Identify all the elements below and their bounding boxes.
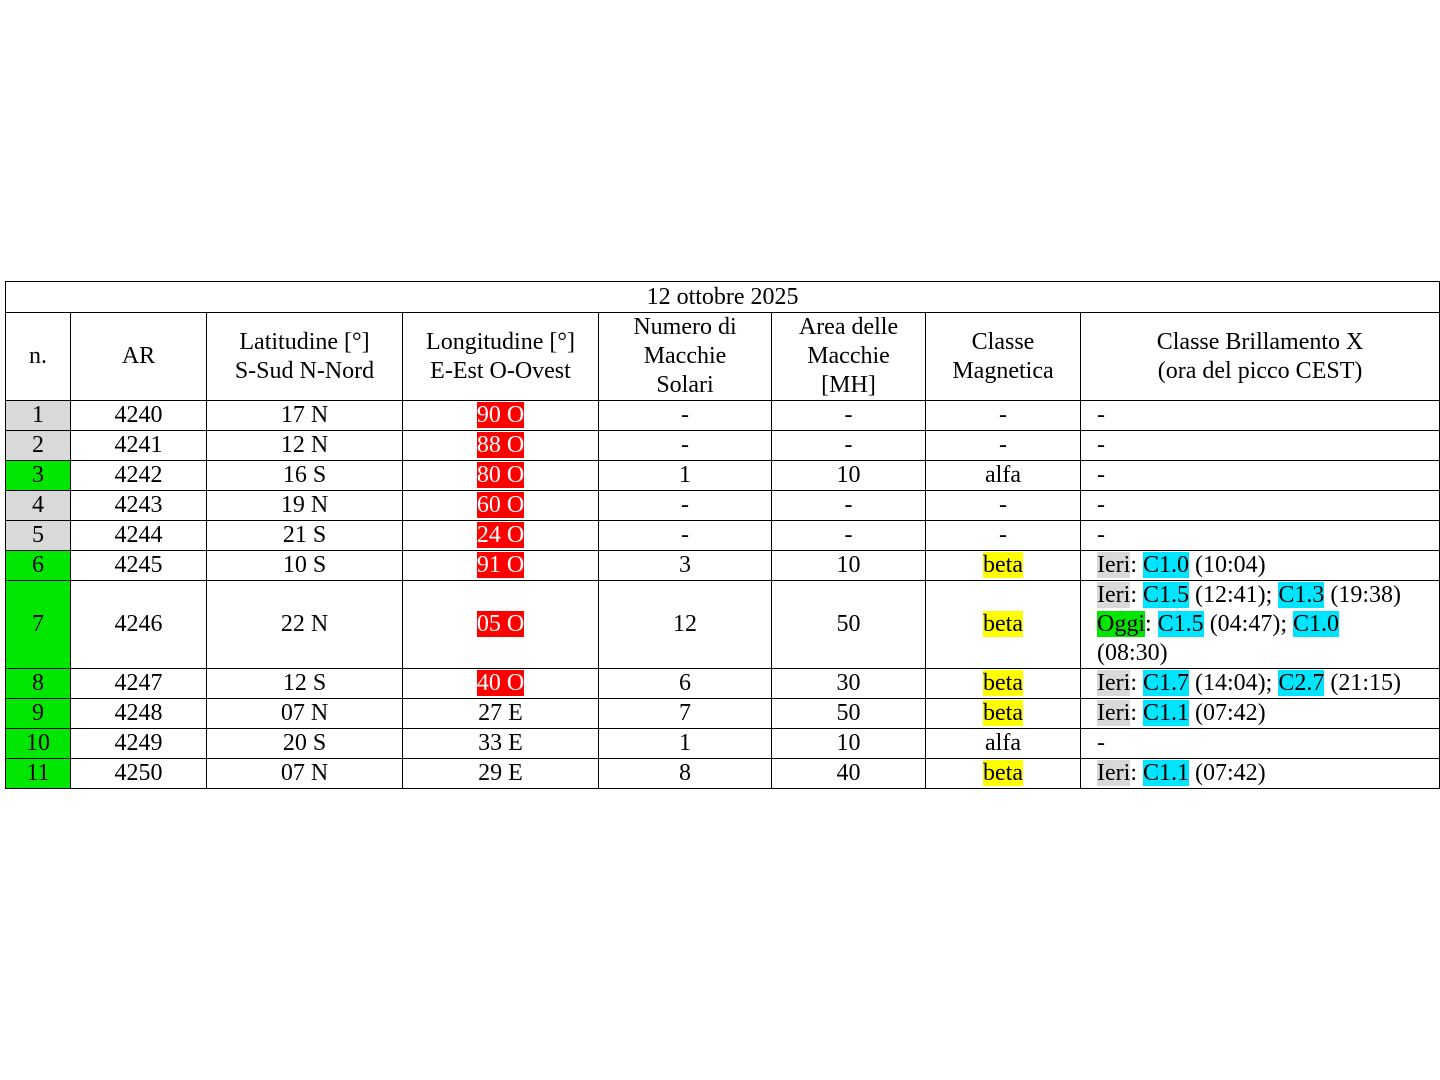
table-row [6, 521, 1440, 551]
latitude-value: 12 S [207, 669, 403, 699]
flare-text: : [1145, 611, 1158, 637]
flare-day-tag: Ieri [1097, 582, 1131, 608]
row-number: 4 [6, 491, 71, 521]
active-region-id: 4242 [71, 461, 207, 491]
longitude-cell [403, 581, 599, 669]
header-longitude: Longitudine [°] E-Est O-Ovest [403, 313, 599, 401]
magnetic-class-value: - [999, 432, 1007, 458]
flare-text: (04:47); [1203, 611, 1294, 637]
longitude-value: 29 E [478, 760, 523, 786]
flare-class-tag: C1.0 [1142, 552, 1189, 578]
flare-class-tag: C2.7 [1278, 670, 1325, 696]
longitude-cell [403, 491, 599, 521]
magnetic-class-value: - [999, 492, 1007, 518]
active-region-id: 4248 [71, 699, 207, 729]
sunspot-count: 12 [599, 581, 772, 669]
active-region-id: 4250 [71, 759, 207, 789]
sunspot-count: 3 [599, 551, 772, 581]
row-number: 10 [6, 729, 71, 759]
flare-class-cell [1081, 551, 1440, 581]
sunspot-area: - [772, 491, 926, 521]
solar-regions-table [5, 281, 1440, 789]
sunspot-count: 8 [599, 759, 772, 789]
longitude-value: 90 O [476, 402, 525, 428]
magnetic-class-cell [926, 699, 1081, 729]
flare-class-cell [1081, 699, 1440, 729]
flare-text: (07:42) [1189, 700, 1266, 726]
row-number: 1 [6, 401, 71, 431]
row-number: 11 [6, 759, 71, 789]
magnetic-class-value: - [999, 522, 1007, 548]
flare-day-tag: Oggi [1097, 611, 1145, 637]
latitude-value: 07 N [207, 759, 403, 789]
row-number: 7 [6, 581, 71, 669]
flare-text: - [1097, 462, 1105, 488]
active-region-id: 4249 [71, 729, 207, 759]
flare-text: (08:30) [1097, 640, 1168, 666]
flare-class-cell [1081, 581, 1440, 669]
sunspot-count: 7 [599, 699, 772, 729]
flare-class-tag: C1.3 [1278, 582, 1325, 608]
flare-text: (21:15) [1324, 670, 1401, 696]
table-row [6, 729, 1440, 759]
longitude-value: 91 O [476, 552, 525, 578]
table-row [6, 491, 1440, 521]
flare-class-cell [1081, 431, 1440, 461]
flare-text: (19:38) [1324, 582, 1401, 608]
magnetic-class-cell [926, 581, 1081, 669]
sunspot-area: 30 [772, 669, 926, 699]
magnetic-class-value: beta [983, 552, 1023, 578]
longitude-value: 60 O [476, 492, 525, 518]
sunspot-count: 6 [599, 669, 772, 699]
flare-text: : [1130, 670, 1143, 696]
active-region-id: 4245 [71, 551, 207, 581]
magnetic-class-cell [926, 401, 1081, 431]
longitude-value: 40 O [476, 670, 525, 696]
latitude-value: 16 S [207, 461, 403, 491]
latitude-value: 19 N [207, 491, 403, 521]
flare-class-tag: C1.7 [1142, 670, 1189, 696]
table-row [6, 431, 1440, 461]
flare-class-cell [1081, 521, 1440, 551]
flare-class-cell [1081, 491, 1440, 521]
latitude-value: 20 S [207, 729, 403, 759]
active-region-id: 4243 [71, 491, 207, 521]
longitude-cell [403, 729, 599, 759]
flare-text: : [1130, 760, 1143, 786]
solar-regions-table-wrap [5, 281, 1439, 789]
longitude-cell [403, 551, 599, 581]
flare-text: - [1097, 402, 1105, 428]
table-title: 12 ottobre 2025 [6, 282, 1440, 313]
magnetic-class-cell [926, 551, 1081, 581]
row-number: 6 [6, 551, 71, 581]
sunspot-count: - [599, 431, 772, 461]
longitude-cell [403, 521, 599, 551]
sunspot-area: - [772, 521, 926, 551]
flare-class-cell [1081, 729, 1440, 759]
sunspot-area: 10 [772, 461, 926, 491]
row-number: 9 [6, 699, 71, 729]
header-magnetic-class: Classe Magnetica [926, 313, 1081, 401]
active-region-id: 4240 [71, 401, 207, 431]
sunspot-area: - [772, 401, 926, 431]
magnetic-class-value: alfa [985, 462, 1021, 488]
magnetic-class-cell [926, 759, 1081, 789]
latitude-value: 12 N [207, 431, 403, 461]
magnetic-class-value: beta [983, 760, 1023, 786]
longitude-cell [403, 669, 599, 699]
flare-text: : [1130, 552, 1143, 578]
flare-class-tag: C1.5 [1157, 611, 1204, 637]
sunspot-count: - [599, 491, 772, 521]
longitude-cell [403, 431, 599, 461]
table-row [6, 461, 1440, 491]
magnetic-class-value: - [999, 402, 1007, 428]
latitude-value: 10 S [207, 551, 403, 581]
latitude-value: 21 S [207, 521, 403, 551]
longitude-cell [403, 759, 599, 789]
magnetic-class-cell [926, 521, 1081, 551]
header-n: n. [6, 313, 71, 401]
flare-text: - [1097, 492, 1105, 518]
flare-class-tag: C1.1 [1142, 700, 1189, 726]
magnetic-class-value: beta [983, 611, 1023, 637]
latitude-value: 22 N [207, 581, 403, 669]
table-row [6, 699, 1440, 729]
header-latitude: Latitudine [°] S-Sud N-Nord [207, 313, 403, 401]
flare-text: (07:42) [1189, 760, 1266, 786]
flare-text: - [1097, 730, 1105, 756]
header-flare-class: Classe Brillamento X (ora del picco CEST) [1081, 313, 1440, 401]
longitude-cell [403, 401, 599, 431]
row-number: 5 [6, 521, 71, 551]
sunspot-area: 50 [772, 699, 926, 729]
header-sunspot-area: Area delle Macchie [MH] [772, 313, 926, 401]
magnetic-class-cell [926, 461, 1081, 491]
flare-text: - [1097, 522, 1105, 548]
magnetic-class-cell [926, 491, 1081, 521]
flare-class-cell [1081, 669, 1440, 699]
table-row [6, 581, 1440, 669]
longitude-cell [403, 461, 599, 491]
header-row [6, 313, 1440, 401]
magnetic-class-value: alfa [985, 730, 1021, 756]
magnetic-class-cell [926, 729, 1081, 759]
active-region-id: 4244 [71, 521, 207, 551]
sunspot-area: 40 [772, 759, 926, 789]
flare-text: : [1130, 700, 1143, 726]
flare-day-tag: Ieri [1097, 760, 1131, 786]
sunspot-count: 1 [599, 461, 772, 491]
table-row [6, 401, 1440, 431]
table-row [6, 669, 1440, 699]
row-number: 3 [6, 461, 71, 491]
flare-text: : [1130, 582, 1143, 608]
active-region-id: 4247 [71, 669, 207, 699]
sunspot-area: 50 [772, 581, 926, 669]
flare-class-tag: C1.5 [1142, 582, 1189, 608]
magnetic-class-cell [926, 669, 1081, 699]
flare-text: (12:41); [1189, 582, 1279, 608]
sunspot-area: 10 [772, 551, 926, 581]
flare-class-tag: C1.1 [1142, 760, 1189, 786]
latitude-value: 07 N [207, 699, 403, 729]
longitude-cell [403, 699, 599, 729]
flare-class-cell [1081, 401, 1440, 431]
sunspot-area: - [772, 431, 926, 461]
flare-day-tag: Ieri [1097, 700, 1131, 726]
sunspot-count: - [599, 521, 772, 551]
table-row [6, 759, 1440, 789]
flare-class-cell [1081, 759, 1440, 789]
longitude-value: 88 O [476, 432, 525, 458]
header-sunspot-count: Numero di Macchie Solari [599, 313, 772, 401]
longitude-value: 05 O [476, 611, 525, 637]
flare-text: (10:04) [1189, 552, 1266, 578]
table-row [6, 551, 1440, 581]
row-number: 2 [6, 431, 71, 461]
table-body [6, 401, 1440, 789]
flare-day-tag: Ieri [1097, 552, 1131, 578]
active-region-id: 4241 [71, 431, 207, 461]
sunspot-area: 10 [772, 729, 926, 759]
flare-text: (14:04); [1189, 670, 1279, 696]
longitude-value: 27 E [478, 700, 523, 726]
flare-class-tag: C1.0 [1293, 611, 1340, 637]
magnetic-class-cell [926, 431, 1081, 461]
longitude-value: 33 E [478, 730, 523, 756]
sunspot-count: 1 [599, 729, 772, 759]
active-region-id: 4246 [71, 581, 207, 669]
magnetic-class-value: beta [983, 700, 1023, 726]
row-number: 8 [6, 669, 71, 699]
header-ar: AR [71, 313, 207, 401]
latitude-value: 17 N [207, 401, 403, 431]
longitude-value: 80 O [476, 462, 525, 488]
flare-day-tag: Ieri [1097, 670, 1131, 696]
flare-text: - [1097, 432, 1105, 458]
sunspot-count: - [599, 401, 772, 431]
longitude-value: 24 O [476, 522, 525, 548]
flare-class-cell [1081, 461, 1440, 491]
magnetic-class-value: beta [983, 670, 1023, 696]
